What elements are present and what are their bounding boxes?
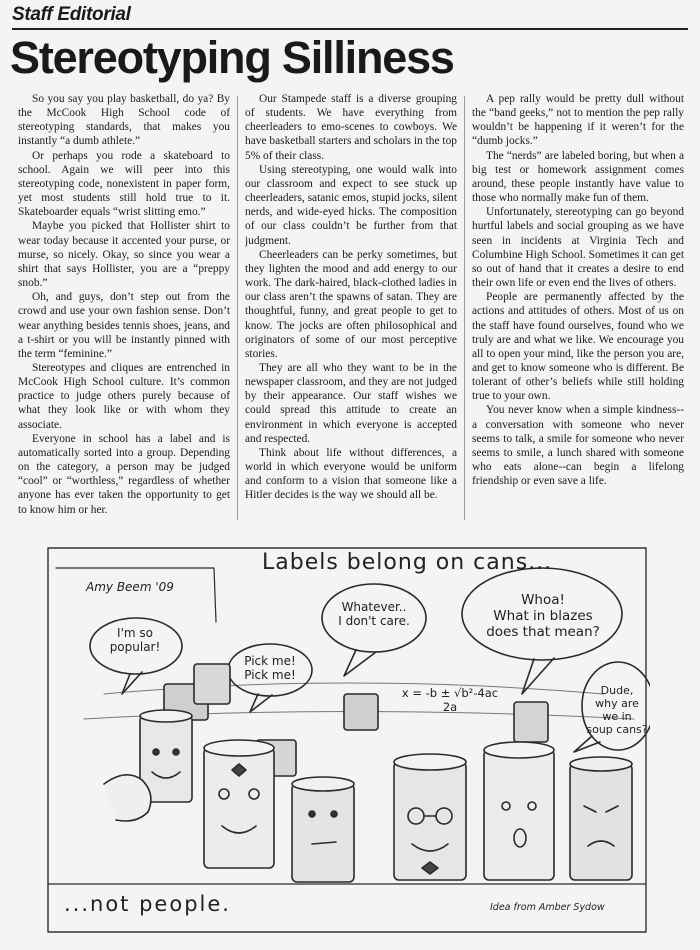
paragraph: A pep rally would be pretty dull without the “band geeks,” not to mention the pep rally wouldn’t be happening if it weren’t for the “dumb jocks.” [472, 93, 684, 148]
paragraph: Everyone in school has a label and is automatically sorted into a group. Depending on the category, a person may be judged “cool” or “worthless,” regardless of whether anyone has ever taken the opportunity to get to know him or her. [18, 432, 230, 516]
article-body [18, 92, 684, 532]
article-column-2 [245, 92, 457, 532]
quadratic-formula: x = -b ± √b²-4ac 2a [401, 686, 499, 714]
paragraph: They are all who they want to be in the newspaper classroom, and they are not judged by their appearance. Our staff wishes we could spread this attitude to create an environment in which everyone is accepted and respected. [245, 361, 457, 445]
cartoon-title: Labels belong on cans... [262, 550, 553, 575]
paragraph: Or perhaps you rode a skateboard to school. Again we will peer into this stereotyping code, nonexistent in paper form, yet most students still hold true to it. Skateboarder equals “wrist slitting emo.” [18, 149, 230, 219]
paragraph: Unfortunately, stereotyping can go beyond hurtful labels and social grouping as we have seen in incidents at Virginia Tech and Columbine High School. Sometimes it can get so out of hand that it creates a desire to end their own life or even end the lives of others. [472, 206, 684, 290]
editorial-cartoon [44, 544, 650, 936]
paragraph: Using stereotyping, one would walk into our classroom and expect to see stuck up cheerleaders, satanic emos, stupid jocks, silent nerds, and wide-eyed hicks. The composition of our class couldn’t be further from that judgment. [245, 163, 457, 247]
can-nerd [394, 754, 466, 880]
paragraph: People are permanently affected by the actions and attitudes of others. Most of us on the staff have found ourselves, found who we truly are and what we like. We encourage you all to open your mind, like the person you are, and get to know someone who is different. Be tolerant of other’s beliefs while still holding true to your own. [472, 291, 684, 403]
paragraph: Oh, and guys, don’t step out from the crowd and use your own fashion sense. Don’t wear anything besides tennis shoes, jeans, and a t-shirt or you will be instantly pinned with the term “feminine.” [18, 291, 230, 360]
paragraph: Cheerleaders can be perky sometimes, but they lighten the mood and add energy to our work. The dark-haired, black-clothed ladies in our class aren’t the spawns of satan. They are thoughtful, funny, and great people to get to know. The jocks are often philosophical and originators of some of our most perceptive stories. [245, 248, 457, 360]
speech-bubble: Dude, why are we in soup cans? [586, 684, 648, 736]
can-cheer [204, 740, 274, 868]
paragraph: Stereotypes and cliques are entrenched in McCook High School culture. It’s common practice to judge others purely because of what they look like or with whom they associate. [18, 361, 230, 431]
paragraph: Think about life without differences, a world in which everyone would be uniform and conform to a vision that someone like a Hitler decides is the way we should all be. [245, 446, 457, 502]
paragraph: The “nerds” are labeled boring, but when a big test or homework assignment comes around, these people instantly have value to those who normally make fun of them. [472, 149, 684, 205]
article-column-1 [18, 92, 230, 532]
headline: Stereotyping Silliness [10, 32, 454, 83]
cartoon-credit: Idea from Amber Sydow [490, 902, 605, 913]
speech-bubble: Whoa! What in blazes does that mean? [486, 592, 600, 640]
cartoon-signature: Amy Beem '09 [86, 580, 174, 594]
section-kicker: Staff Editorial [12, 4, 131, 25]
speech-bubble: Whatever.. I don't care. [338, 600, 410, 628]
paragraph: So you say you play basketball, do ya? By the McCook High School code of stereotyping standards, that makes you instantly “a dumb athlete.” [18, 93, 230, 148]
paragraph: Our Stampede staff is a diverse grouping of students. We have everything from cheerleaders to emo-scenes to cowboys. We have basketball starters and scholars in the top 5% of their class. [245, 93, 457, 162]
speech-bubble: I'm so popular! [109, 626, 161, 654]
can-whoa [484, 742, 554, 880]
paragraph: Maybe you picked that Hollister shirt to wear today because it accented your purse, or murse, so nicely. Okay, so since you wear a shirt that says Hollister, you are a “preppy snob.” [18, 220, 230, 290]
kicker-rule [12, 28, 688, 30]
cartoon-footer: ...not people. [64, 892, 231, 916]
paragraph: You never know when a simple kindness--a conversation with someone who never seems to talk, a smile for someone who never seems to smile, a lunch shared with someone who eats alone--can begin a lifelong friendship or even save a life. [472, 404, 684, 488]
speech-bubble: Pick me! Pick me! [244, 654, 296, 682]
can-whatever [292, 777, 354, 882]
can-dude [570, 757, 632, 880]
article-column-3 [472, 92, 684, 532]
